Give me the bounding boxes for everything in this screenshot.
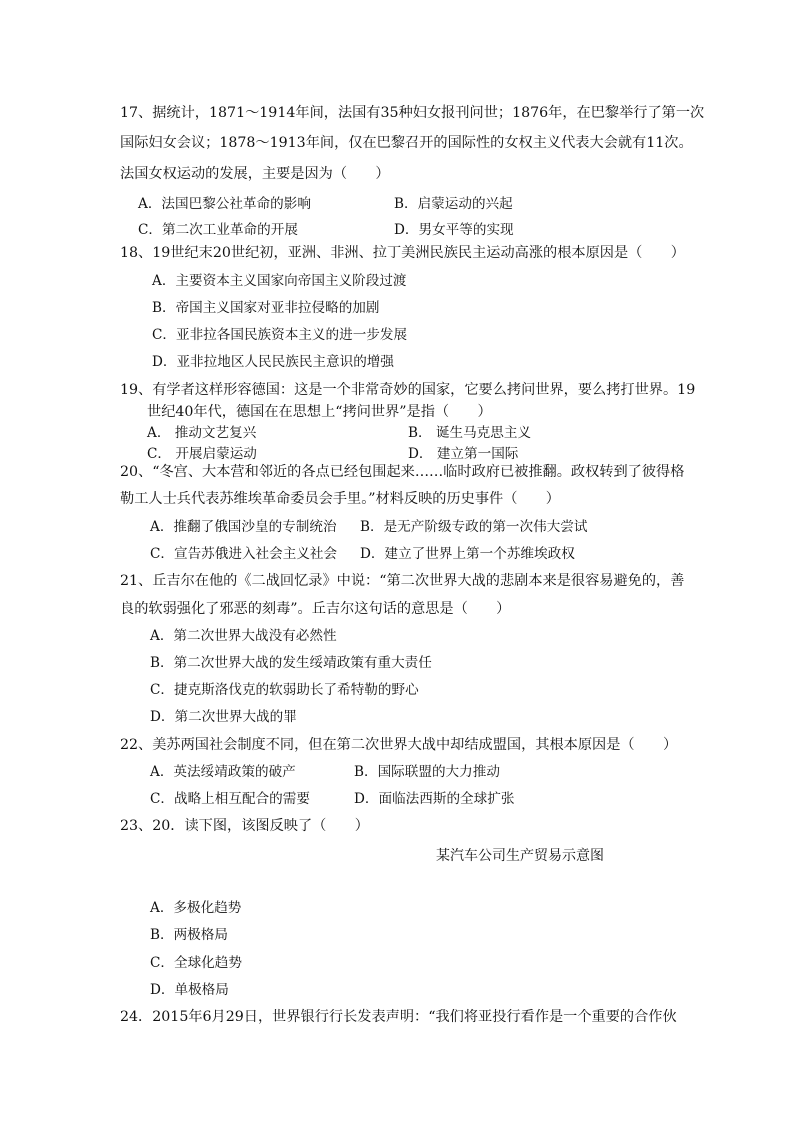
q17-option-d: D．男女平等的实现 bbox=[394, 222, 514, 238]
q18-option-b: B．帝国主义国家对亚非拉侵略的加剧 bbox=[152, 300, 380, 316]
q19-stem-line2: 世纪40年代，德国在在思想上“拷问世界”是指（ ） bbox=[147, 404, 492, 420]
q21-option-c: C．捷克斯洛伐克的软弱助长了希特勒的野心 bbox=[150, 682, 419, 698]
q17-stem-line1: 17、据统计，1871～1914年间，法国有35种妇女报刊问世；1876年，在巴黎举行了第一次 bbox=[120, 105, 705, 121]
q18-option-d: D．亚非拉地区人民民族民主意识的增强 bbox=[152, 354, 394, 370]
q23-option-d: D．单极格局 bbox=[150, 982, 229, 998]
q23-option-c: C．全球化趋势 bbox=[150, 955, 242, 971]
q23-option-b: B．两极格局 bbox=[150, 927, 228, 943]
q21-stem-line1: 21、丘吉尔在他的《二战回忆录》中说：“第二次世界大战的悲剧本来是很容易避免的，善 bbox=[120, 573, 685, 589]
q20-stem-line1: 20、“冬宫、大本营和邻近的各点已经包围起来……临时政府已被推翻。政权转到了彼得格 bbox=[120, 464, 685, 480]
q17-option-a: A．法国巴黎公社革命的影响 bbox=[138, 196, 311, 212]
q19-option-c: C． 开展启蒙运动 bbox=[147, 446, 257, 462]
q19-option-d: D． 建立第一国际 bbox=[408, 446, 519, 462]
q21-stem-line2: 良的软弱强化了邪恶的刻毒”。丘吉尔这句话的意思是（ ） bbox=[120, 601, 511, 617]
q21-option-b: B．第二次世界大战的发生绥靖政策有重大责任 bbox=[150, 655, 432, 671]
q22-option-a: A．英法绥靖政策的破产 bbox=[150, 764, 296, 780]
q20-option-b: B．是无产阶级专政的第一次伟大尝试 bbox=[360, 519, 588, 535]
q17-stem-line2: 国际妇女会议；1878～1913年间，仅在巴黎召开的国际性的女权主义代表大会就有11次。 bbox=[120, 135, 693, 151]
q20-option-d: D．建立了世界上第一个苏维埃政权 bbox=[360, 546, 575, 562]
q19-option-a: A． 推动文艺复兴 bbox=[147, 425, 257, 441]
q17-option-b: B．启蒙运动的兴起 bbox=[394, 196, 513, 212]
q18-stem: 18、19世纪末20世纪初，亚洲、非洲、拉丁美洲民族民主运动高涨的根本原因是（ ） bbox=[120, 245, 685, 261]
q24-stem-line1: 24．2015年6月29日，世界银行行长发表声明：“我们将亚投行看作是一个重要的合作伙 bbox=[120, 1009, 677, 1025]
q21-option-a: A．第二次世界大战没有必然性 bbox=[150, 628, 337, 644]
q17-stem-line3: 法国女权运动的发展，主要是因为（ ） bbox=[120, 166, 390, 182]
q22-option-c: C．战略上相互配合的需要 bbox=[150, 791, 310, 807]
figure-caption: 某汽车公司生产贸易示意图 bbox=[436, 848, 604, 864]
q22-option-d: D．面临法西斯的全球扩张 bbox=[354, 791, 515, 807]
q19-option-b: B． 诞生马克思主义 bbox=[408, 425, 532, 441]
q19-stem-line1: 19、有学者这样形容德国：这是一个非常奇妙的国家，它要么拷问世界，要么拷打世界。19 bbox=[120, 382, 696, 398]
q18-option-c: C．亚非拉各国民族资本主义的进一步发展 bbox=[152, 327, 408, 343]
q23-option-a: A．多极化趋势 bbox=[150, 900, 242, 916]
q23-stem: 23、20．读下图，该图反映了（ ） bbox=[120, 818, 369, 834]
q18-option-a: A．主要资本主义国家向帝国主义阶段过渡 bbox=[152, 273, 407, 289]
q22-option-b: B．国际联盟的大力推动 bbox=[354, 764, 500, 780]
q20-stem-line2: 勒工人士兵代表苏维埃革命委员会手里。”材料反映的历史事件（ ） bbox=[120, 491, 560, 507]
q20-option-c: C．宣告苏俄进入社会主义社会 bbox=[150, 546, 338, 562]
q20-option-a: A．推翻了俄国沙皇的专制统治 bbox=[150, 519, 337, 535]
q22-stem: 22、美苏两国社会制度不同，但在第二次世界大战中却结成盟国，其根本原因是（ ） bbox=[120, 737, 678, 753]
q21-option-d: D．第二次世界大战的罪 bbox=[150, 709, 297, 725]
q17-option-c: C．第二次工业革命的开展 bbox=[138, 222, 298, 238]
